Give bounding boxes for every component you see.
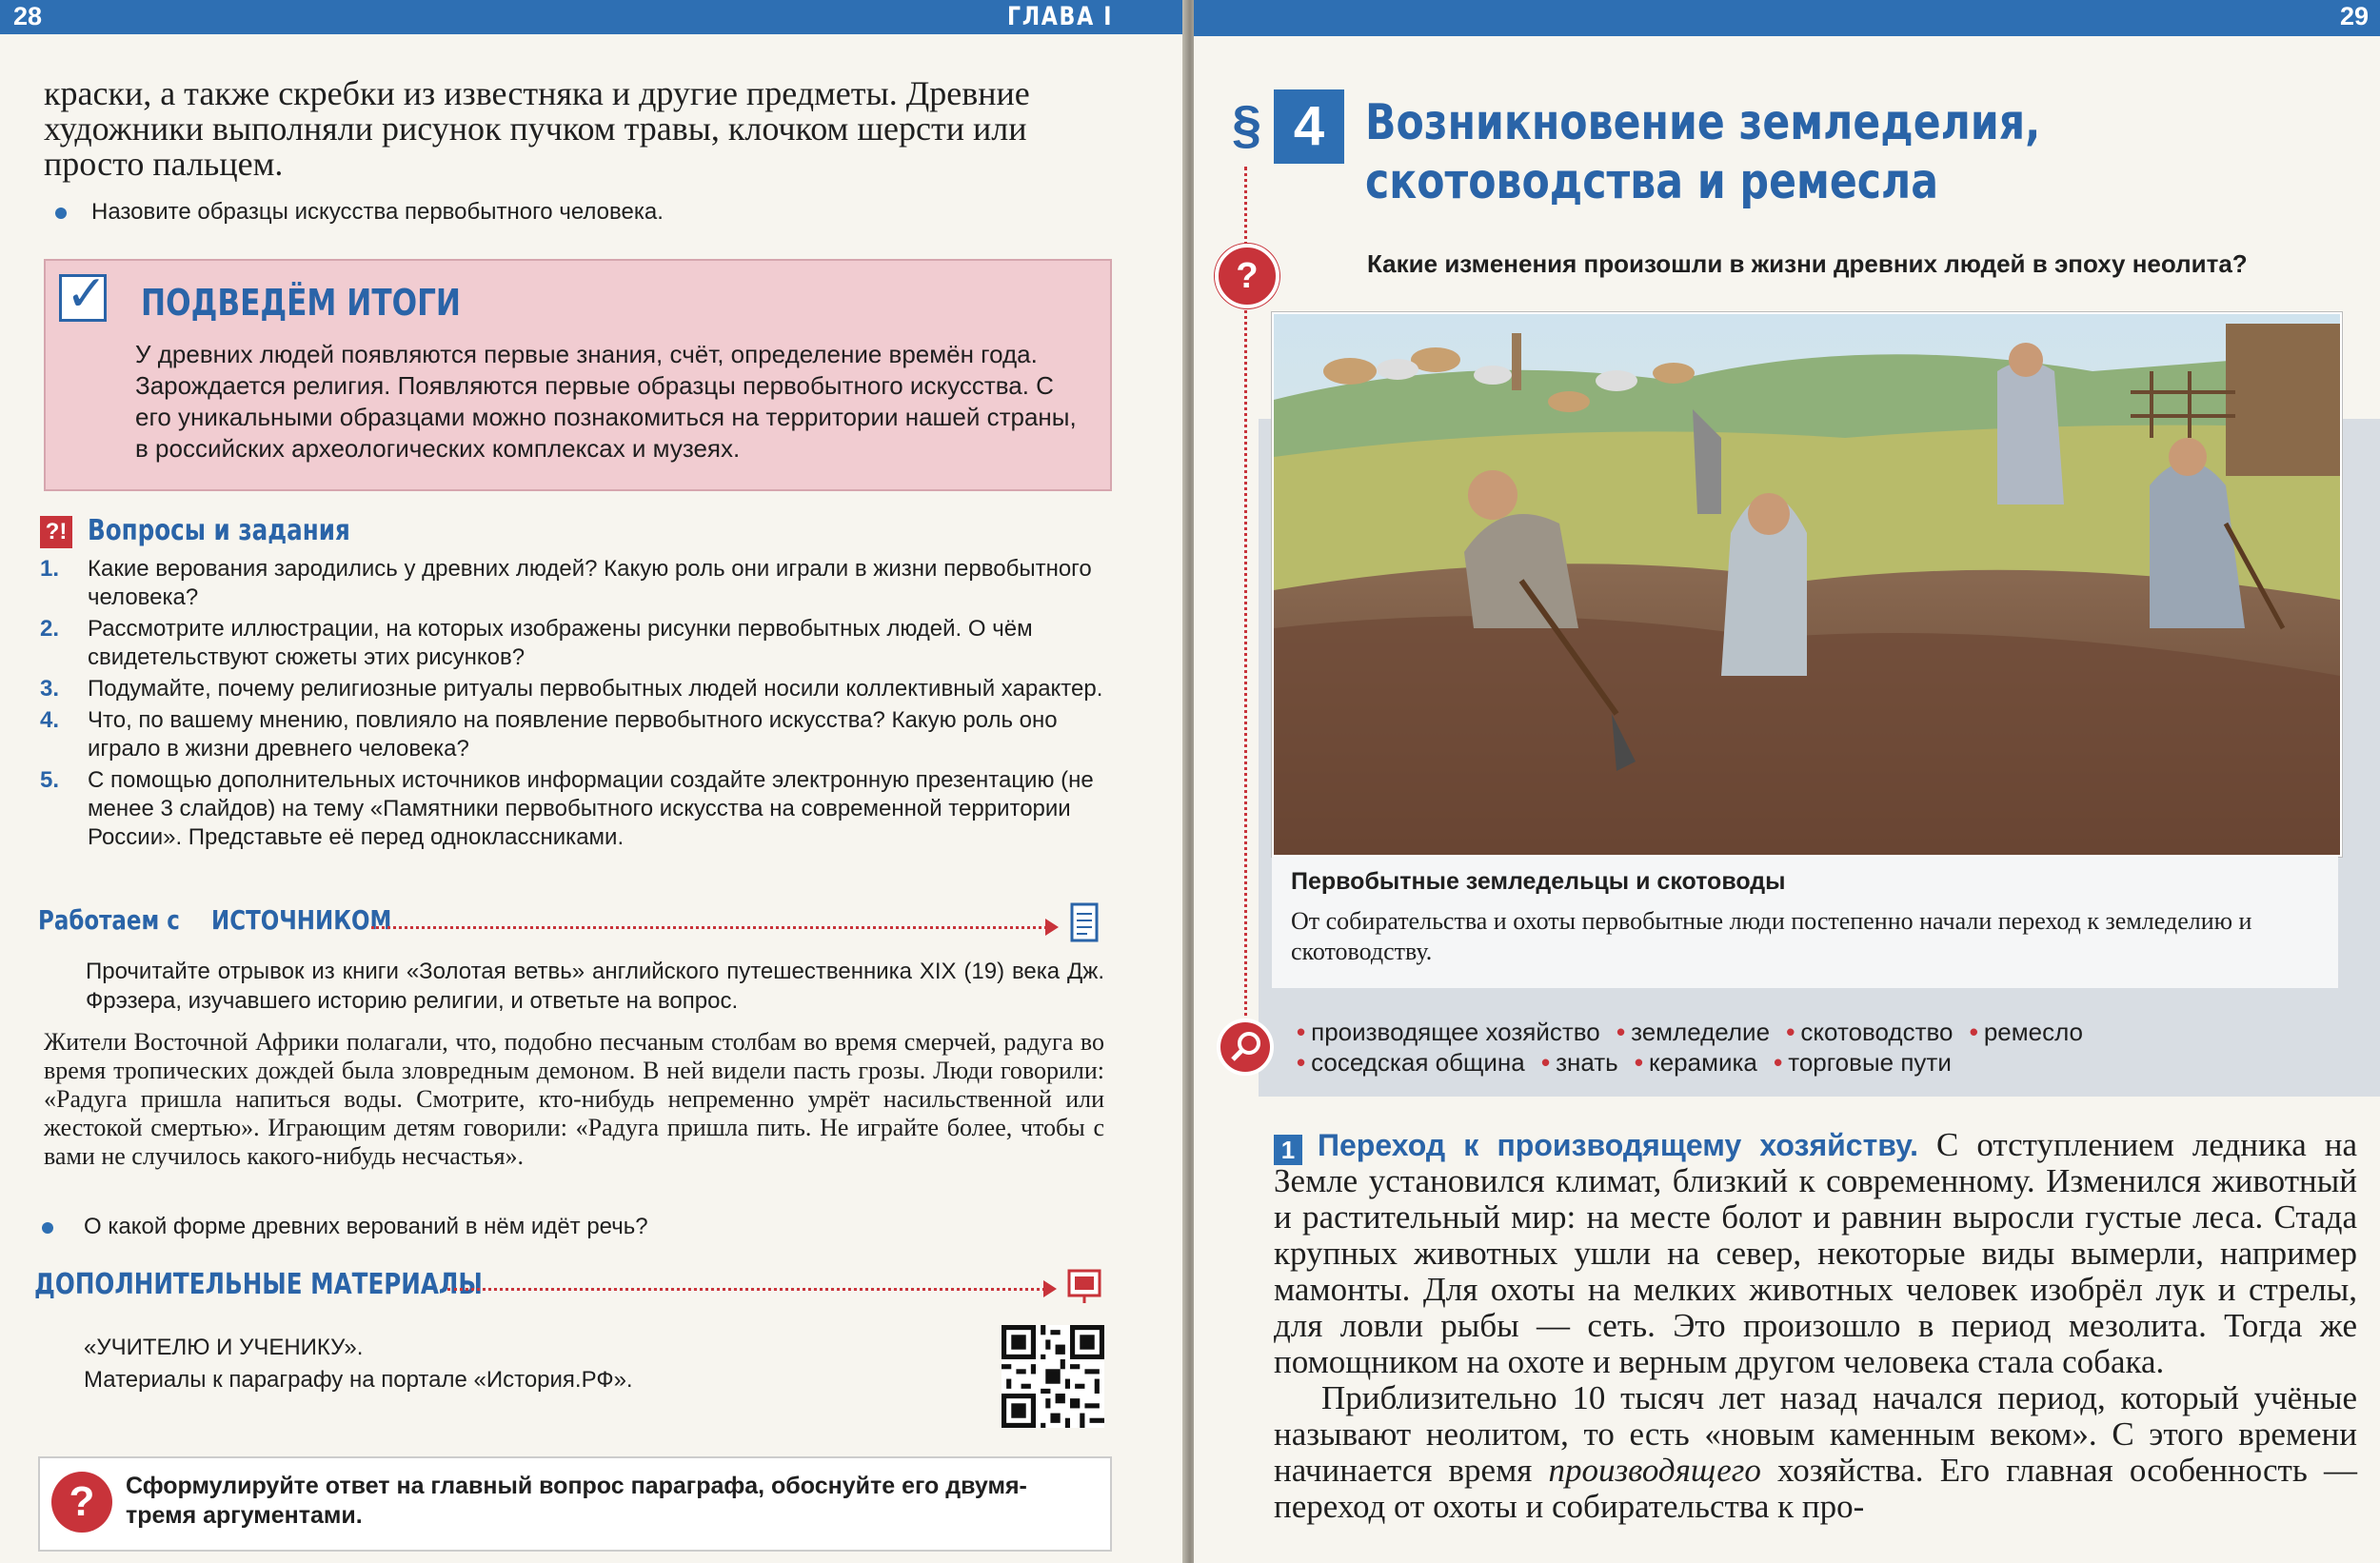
questions-heading: Вопросы и задания (88, 514, 350, 547)
source-text: Жители Восточной Африки полагали, что, подобно песчаным столбам во время смерчей, радуга во время тропических дождей была зловредным демоном. В ней видели пасть грозы. Люди говорили: «Радуга пришла напиться воды. Смотрите, кто-нибудь непременно умрёт насильственной или жестокой смертью». Играющим детям говорили: «Радуга пришла пить. Не играйте более, чтобы с вами не случилось какого-нибудь несчастья». (44, 1028, 1104, 1170)
chapter-label: ГЛАВА I (1007, 2, 1114, 31)
question-circle-icon: ? (51, 1472, 112, 1533)
extra-line1: «УЧИТЕЛЮ И УЧЕНИКУ». (84, 1335, 364, 1360)
section-number: 1 (1274, 1135, 1302, 1165)
right-header-bar (1194, 0, 2380, 36)
magnifier-icon (1215, 1017, 1276, 1078)
term-item: • земледелие (1616, 1018, 1771, 1046)
caption-title: Первобытные земледельцы и скотоводы (1291, 868, 1786, 895)
question-item: 4. Что, по вашему мнению, повлияло на появление первобытного искусства? Какую роль оно играло в жизни древнего человека? (40, 707, 1058, 762)
term-item: • ремесло (1969, 1018, 2084, 1046)
extra-line2: Материалы к параграфу на портале «История.РФ». (84, 1367, 633, 1393)
bullet-dot (55, 208, 67, 219)
left-header-bar (0, 0, 1182, 34)
arrow-icon (1045, 919, 1059, 936)
bullet-dot (42, 1222, 53, 1234)
question-circle-icon: ? (1215, 244, 1279, 308)
emphasis-word: производящего (1548, 1452, 1761, 1489)
final-task-text: Сформулируйте ответ на главный вопрос параграфа, обоснуйте его двумя-тремя аргументами. (126, 1473, 1027, 1529)
final-task-box (38, 1456, 1112, 1552)
key-terms (1297, 1017, 2363, 1078)
title-line-2: скотоводства и ремесла (1365, 153, 1939, 210)
term-item: • торговые пути (1774, 1048, 1952, 1077)
source-question: О какой форме древних верований в нём идёт речь? (84, 1213, 648, 1241)
term-item: • керамика (1634, 1048, 1757, 1077)
paragraph-sign: § (1232, 94, 1262, 154)
section-text-1: С отступлением ледника на Земле установился климат, близкий к современному. Изменился животный и растительный мир: на месте болот и равнин выросли густые леса. Стада крупных животных ушли на север, некоторые виды вымерли, например мамонты. Для охоты на мелких животных человек изобрёл лук и стрелы, для ловли рыбы — сеть. Это произошло в период мезолита. Тогда же помощником на охоте и верным другом человека стала собака. (1274, 1126, 2358, 1380)
term-item: • производящее хозяйство (1297, 1018, 1600, 1046)
questions-list (40, 555, 1116, 855)
source-heading: Работаем сИСТОЧНИКОМ (38, 904, 391, 936)
qr-code[interactable] (1002, 1325, 1104, 1428)
presentation-icon (1066, 1268, 1104, 1306)
page-number-left: 28 (13, 2, 43, 30)
paragraph-title (1365, 93, 2189, 211)
source-intro: Прочитайте отрывок из книги «Золотая ветвь» английского путешественника XIX (19) века Дж. Фрэзера, изучавшего историю религии, и ответьте на вопрос. (86, 959, 1104, 1014)
section-body: Переход к производящему хозяйству. С отступлением ледника на Земле установился климат, близкий к современному. Изменился животный и растительный мир: на месте болот и равнин выросли густые леса. Стада крупных животных ушли на север, некоторые виды вымерли, например мамонты. Для охоты на мелких животных человек изобрёл лук и стрелы, для ловли рыбы — сеть. Это произошло в период мезолита. Тогда же помощником на охоте и верным другом человека стала собака. Приблизительно 10 тысяч лет назад начался период, который учёные называют неолитом, то есть «новым каменным веком». С этого времени начинается время производящего хозяйства. Его главная особенность — переход от охоты и собирательства к про- (1274, 1126, 2358, 1525)
arrow-icon (1043, 1280, 1057, 1297)
document-icon (1068, 902, 1102, 944)
question-item: 5. С помощью дополнительных источников информации создайте электронную презентацию (не менее 3 слайдов) на тему «Памятники первобытного искусства на современной территории России». Представьте её перед одноклассниками. (40, 767, 1094, 850)
term-item: • скотоводство (1786, 1018, 1954, 1046)
summary-heading: ПОДВЕДЁМ ИТОГИ (141, 282, 462, 324)
question-item: 3. Подумайте, почему религиозные ритуалы первобытных людей носили коллективный характер. (40, 676, 1103, 702)
question-item: 1. Какие верования зародились у древних людей? Какую роль они играли в жизни первобытного человека? (40, 556, 1092, 610)
checkmark-icon: ✓ (59, 274, 107, 322)
title-line-1: Возникновение земледелия, (1365, 94, 2041, 151)
main-question: Какие изменения произошли в жизни древних людей в эпоху неолита? (1367, 249, 2248, 278)
summary-text: У древних людей появляются первые знания, счёт, определение времён года. Зарождается религия. Появляются первые образцы первобытного искусства. С его уникальными образцами можно познакомиться на территории нашей страны, в российских археологических комплексах и музеях. (135, 340, 1077, 463)
summary-box (44, 259, 1112, 491)
section-heading: Переход к производящему хозяйству. (1318, 1128, 1919, 1162)
source-dotted-line (371, 926, 1047, 929)
extra-dotted-line (447, 1288, 1045, 1291)
left-page (0, 0, 1182, 1563)
extra-heading: ДОПОЛНИТЕЛЬНЫЕ МАТЕРИАЛЫ (34, 1268, 483, 1301)
term-item: • знать (1540, 1048, 1618, 1077)
question-text: Назовите образцы искусства первобытного человека. (91, 199, 664, 225)
question-item: 2. Рассмотрите иллюстрации, на которых изображены рисунки первобытных людей. О чём свидетельствуют сюжеты этих рисунков? (40, 616, 1033, 670)
paragraph-number: 4 (1274, 89, 1344, 164)
top-paragraph: краски, а также скребки из известняка и другие предметы. Древние художники выполняли рисунок пучком травы, клочком шерсти или просто пальцем. (44, 74, 1030, 183)
illustration-farmers (1272, 312, 2342, 857)
page-number-right: 29 (2340, 2, 2370, 30)
questions-icon: ?! (40, 516, 72, 548)
term-item: • соседская община (1297, 1048, 1525, 1077)
right-page (1194, 0, 2380, 1563)
question-bullet (91, 198, 664, 227)
caption-text: От собирательства и охоты первобытные люди постепенно начали переход к земледелию и скотоводству. (1291, 907, 2252, 965)
illustration-caption (1272, 857, 2338, 988)
